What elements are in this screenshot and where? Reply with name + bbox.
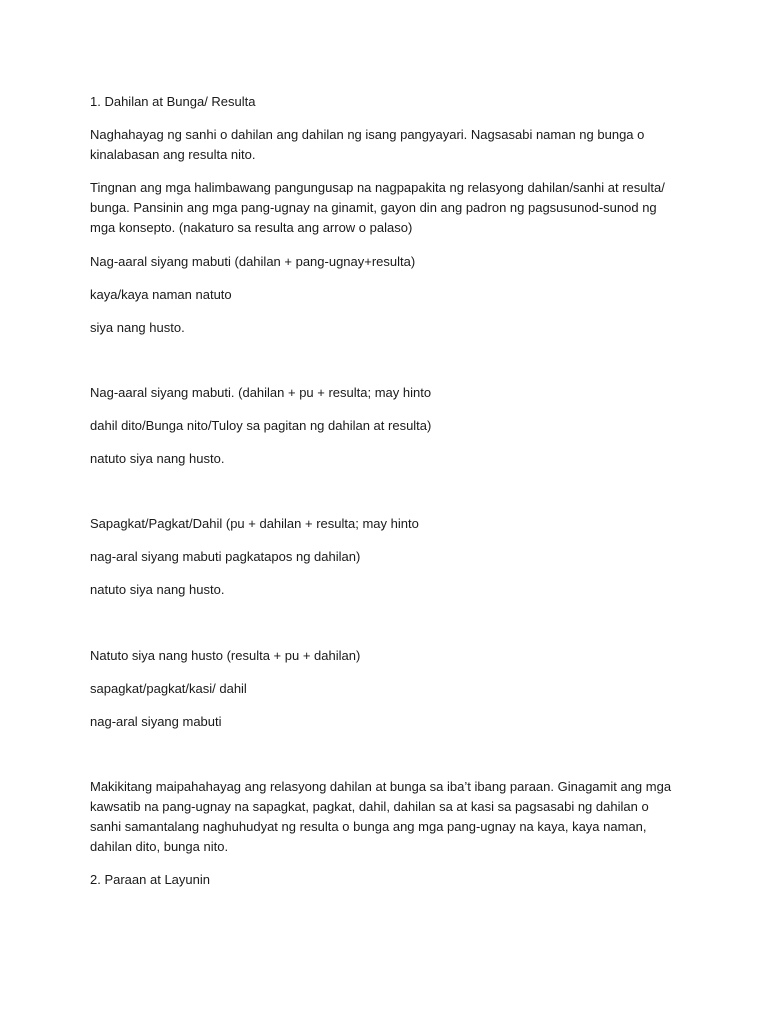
section-heading-1: 1. Dahilan at Bunga/ Resulta bbox=[90, 94, 256, 109]
example-4-line-2: sapagkat/pagkat/kasi/ dahil bbox=[90, 681, 247, 696]
example-1-line-2: kaya/kaya naman natuto bbox=[90, 287, 232, 302]
paragraph-definition: Naghahayag ng sanhi o dahilan ang dahilan ng isang pangyayari. Nagsasabi naman ng bunga o kinalabasan ang resulta nito. bbox=[90, 127, 645, 162]
example-2-line-1: Nag-aaral siyang mabuti. (dahilan + pu + resulta; may hinto bbox=[90, 385, 432, 400]
example-2-line-2: dahil dito/Bunga nito/Tuloy sa pagitan ng dahilan at resulta) bbox=[90, 418, 432, 433]
section-heading-2: 2. Paraan at Layunin bbox=[90, 872, 210, 887]
example-4-line-1: Natuto siya nang husto (resulta + pu + dahilan) bbox=[90, 648, 361, 663]
example-3-line-2: nag-aral siyang mabuti pagkatapos ng dahilan) bbox=[90, 549, 361, 564]
example-1-line-3: siya nang husto. bbox=[90, 320, 185, 335]
paragraph-instructions: Tingnan ang mga halimbawang pangungusap na nagpapakita ng relasyong dahilan/sanhi at resulta/ bunga. Pansinin ang mga pang-ugnay na ginamit, gayon din ang padron ng pagsusunod-sunod ng mga konsepto. (nakaturo sa resulta ang arrow o palaso) bbox=[90, 180, 665, 235]
paragraph-summary: Makikitang maipahahayag ang relasyong dahilan at bunga sa iba’t ibang paraan. Ginagamit ang mga kawsatib na pang-ugnay na sapagkat, pagkat, dahil, dahilan sa at kasi sa pagsasabi ng dahilan o sanhi samantalang naghuhudyat ng resulta o bunga ang mga pang-ugnay na kaya, kaya naman, dahilan dito, bunga nito. bbox=[90, 779, 672, 854]
example-4-line-3: nag-aral siyang mabuti bbox=[90, 714, 222, 729]
example-2-line-3: natuto siya nang husto. bbox=[90, 451, 225, 466]
example-3-line-1: Sapagkat/Pagkat/Dahil (pu + dahilan + resulta; may hinto bbox=[90, 516, 419, 531]
example-3-line-3: natuto siya nang husto. bbox=[90, 582, 225, 597]
example-1-line-1: Nag-aaral siyang mabuti (dahilan + pang-ugnay+resulta) bbox=[90, 254, 416, 269]
